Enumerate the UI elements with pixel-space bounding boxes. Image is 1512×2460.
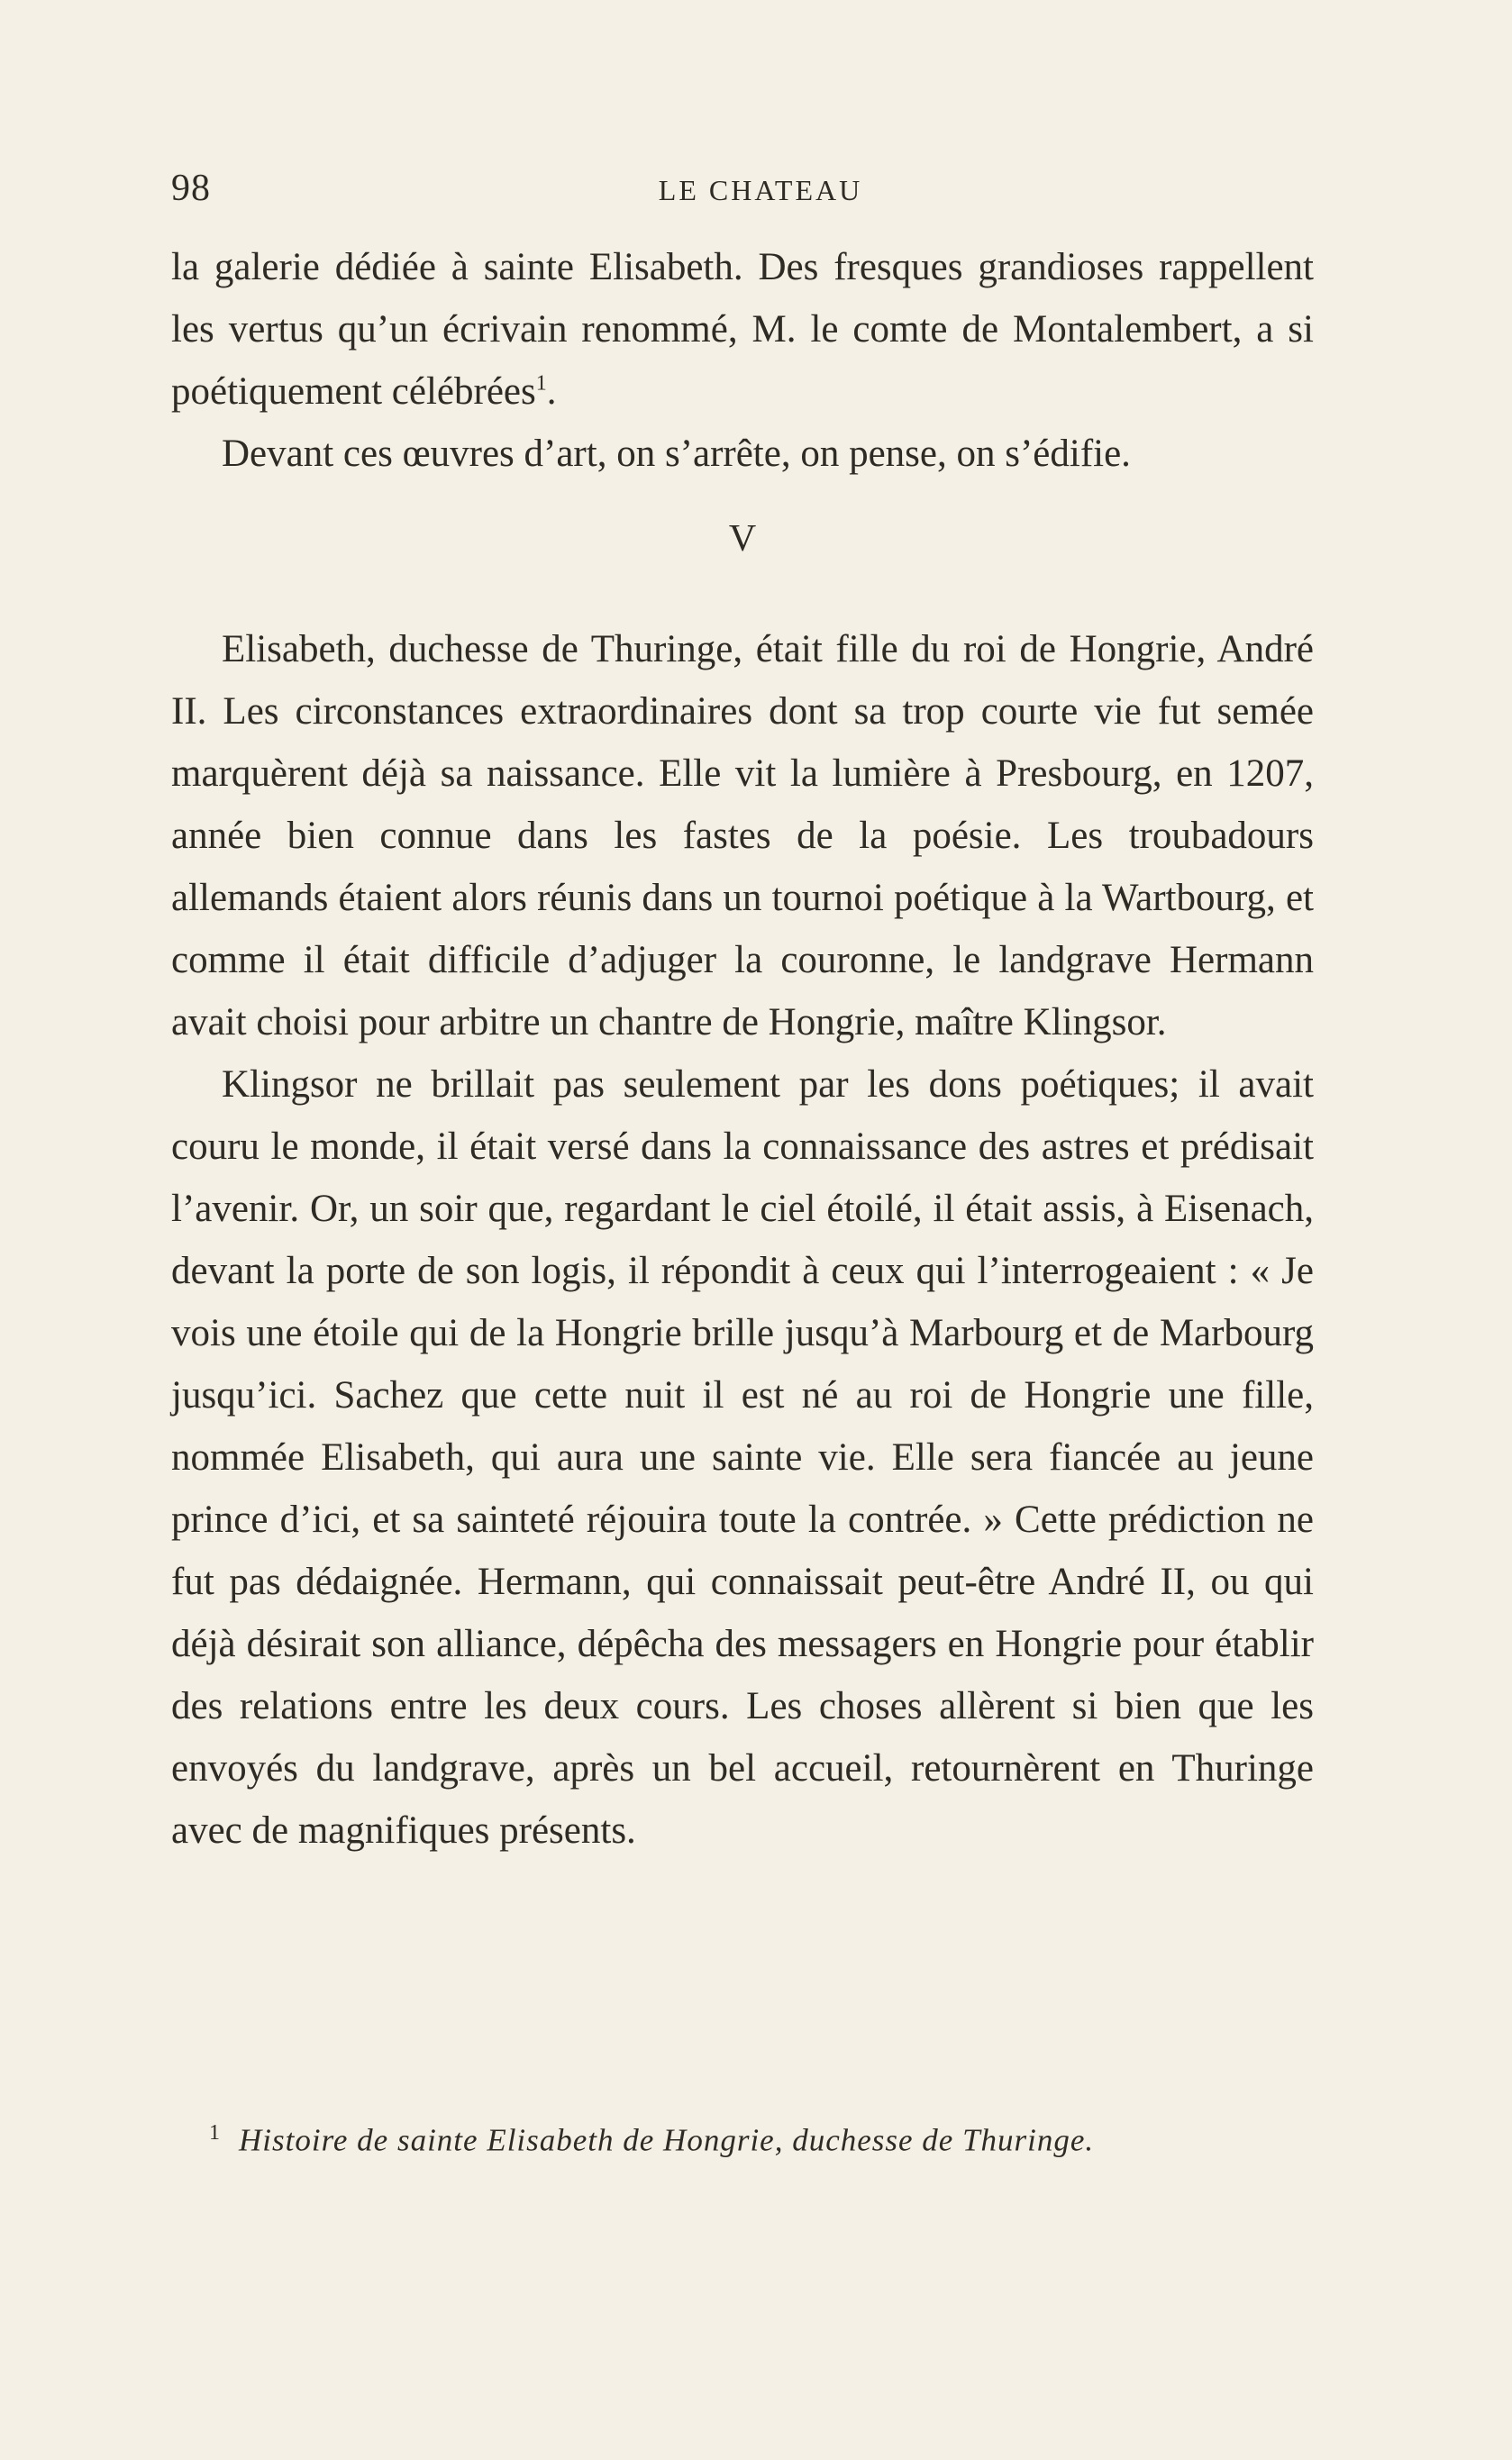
paragraph-end-punctuation: .: [546, 370, 557, 413]
paragraph: Klingsor ne brillait pas seulement par les dons poétiques; il avait couru le monde, il était versé dans la connaissance des astres et prédisait l’avenir. Or, un soir que, regardant le ciel étoilé, il était assis, à Eisenach, devant la porte de son logis, il répondit à ceux qui l’interrogeaient : « Je vois une étoile qui de la Hongrie brille jusqu’à Marbourg et de Marbourg jusqu’ici. Sachez que cette nuit il est né au roi de Hongrie une fille, nommée Elisabeth, qui aura une sainte vie. Elle sera fiancée au jeune prince d’ici, et sa sainteté réjouira toute la contrée. » Cette prédiction ne fut pas dédaignée. Hermann, qui connaissait peut-être André II, ou qui déjà désirait son alliance, dépêcha des messagers en Hongrie pour établir des relations entre les deux cours. Les choses allèrent si bien que les envoyés du landgrave, après un bel accueil, retournèrent en Thuringe avec de magnifiques présents.: [171, 1063, 1314, 1852]
main-text: [171, 236, 1314, 1862]
paragraph: Devant ces œuvres d’art, on s’arrête, on pense, on s’édifie.: [222, 433, 1131, 475]
footnote-reference: 1: [535, 371, 547, 396]
section-heading: V: [728, 518, 757, 560]
paragraph: Elisabeth, duchesse de Thuringe, était fille du roi de Hongrie, André II. Les circonstances extraordinaires dont sa trop courte vie fut semée marquèrent déjà sa naissance. Elle vit la lumière à Presbourg, en 1207, année bien connue dans les fastes de la poésie. Les troubadours allemands étaient alors réunis dans un tournoi poétique à la Wartbourg, et comme il était difficile d’adjuger la couronne, le landgrave Hermann avait choisi pour arbitre un chantre de Hongrie, maître Klingsor.: [171, 628, 1314, 1043]
running-title: LE CHATEAU: [658, 174, 863, 206]
paragraph-text: la galerie dédiée à sainte Elisabeth. Des fresques grandioses rappellent les vertus qu’un écrivain renommé, M. le comte de Montalembert, a si poétiquement célébrées: [171, 246, 1314, 413]
footnote: [171, 2111, 1314, 2163]
running-head: [171, 167, 1314, 221]
page-number: 98: [171, 168, 211, 209]
footnote-text: Histoire de sainte Elisabeth de Hongrie, duchesse de Thuringe.: [239, 2122, 1095, 2158]
footnote-mark: 1: [209, 2121, 221, 2145]
paragraph-continued: [171, 236, 1314, 423]
